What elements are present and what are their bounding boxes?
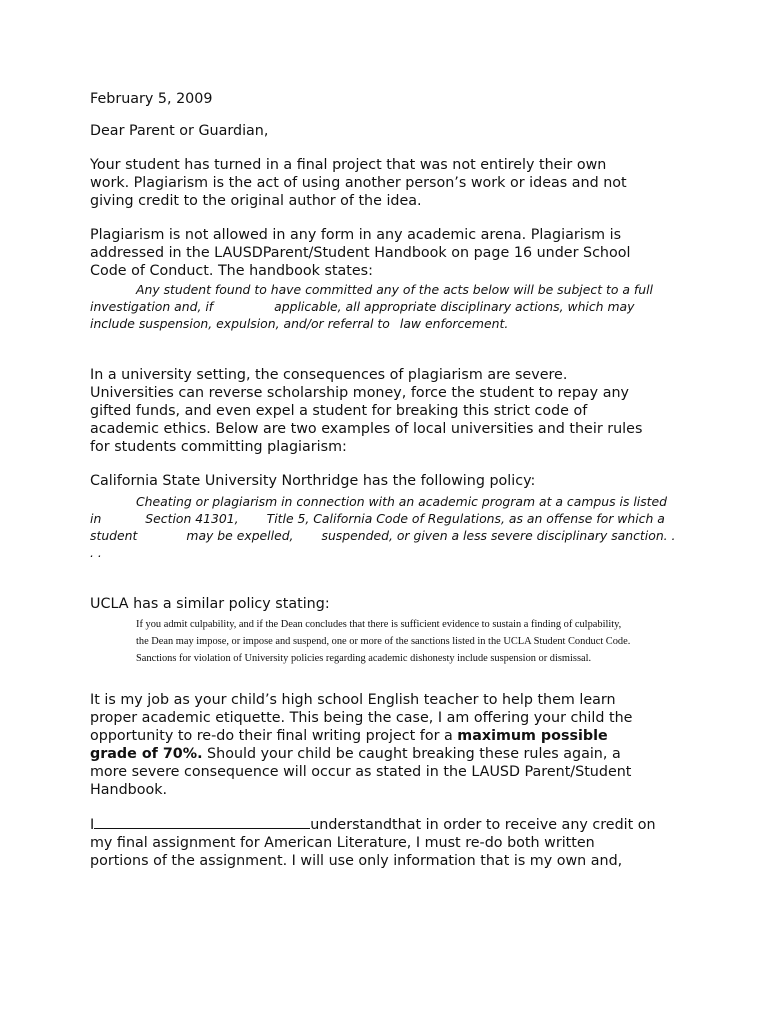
paragraph-university: [90, 366, 690, 456]
text-line: In a university setting, the consequences of plagiarism are severe.: [90, 367, 568, 383]
salutation: Dear Parent or Guardian,: [90, 123, 269, 139]
csun-intro: California State University Northridge has the following policy:: [90, 473, 536, 489]
text-line: proper academic etiquette. This being the case, I am offering your child the: [90, 710, 633, 726]
text-line: Handbook.: [90, 782, 168, 798]
csun-quote: [90, 493, 690, 561]
quote-line: the Dean may impose, or impose and suspend, one or more of the sanctions listed in the UCLA Student Conduct Code.: [136, 636, 631, 647]
text-line: grade of 70%. Should your child be caught breaking these rules again, a: [90, 746, 621, 762]
quote-line: Any student found to have committed any of the acts below will be subject to a full: [136, 282, 653, 297]
text-line: portions of the assignment. I will use only information that is my own and,: [90, 853, 623, 869]
text-line: addressed in the LAUSDParent/Student Handbook on page 16 under School: [90, 245, 631, 261]
text-line: opportunity to re-do their final writing project for a maximum possible: [90, 728, 608, 744]
text-line: gifted funds, and even expel a student for breaking this strict code of: [90, 403, 588, 419]
paragraph-plagiarism-definition: [90, 156, 690, 210]
text-line: for students committing plagiarism:: [90, 439, 347, 455]
quote-line: Sanctions for violation of University policies regarding academic dishonesty include suspension or dismissal.: [136, 653, 592, 664]
text-line: Code of Conduct. The handbook states:: [90, 263, 373, 279]
ucla-quote: [136, 616, 690, 667]
handbook-quote: [90, 281, 690, 332]
quote-line: If you admit culpability, and if the Dean concludes that there is sufficient evidence to sustain a finding of culpability,: [136, 619, 622, 630]
student-name-blank[interactable]: [94, 815, 310, 829]
text-line: work. Plagiarism is the act of using another person’s work or ideas and not: [90, 175, 627, 191]
max-grade-bold: grade of 70%.: [90, 746, 203, 762]
quote-line: Cheating or plagiarism in connection with an academic program at a campus is listed: [136, 494, 668, 509]
quote-line: student may be expelled, suspended, or given a less severe disciplinary sanction. .: [90, 528, 676, 543]
text-line: It is my job as your child’s high school English teacher to help them learn: [90, 692, 616, 708]
paragraph-student-agreement: [90, 815, 690, 870]
quote-line: investigation and, if applicable, all appropriate disciplinary actions, which may: [90, 299, 635, 314]
text-line: giving credit to the original author of the idea.: [90, 193, 422, 209]
text-line: Plagiarism is not allowed in any form in any academic arena. Plagiarism is: [90, 227, 622, 243]
text-line: I understandthat in order to receive any credit on: [90, 817, 656, 833]
quote-line: in Section 41301, Title 5, California Code of Regulations, as an offense for which a: [90, 511, 665, 526]
quote-line: include suspension, expulsion, and/or referral to law enforcement.: [90, 316, 509, 331]
text-line: Your student has turned in a final project that was not entirely their own: [90, 157, 607, 173]
text-line: Universities can reverse scholarship money, force the student to repay any: [90, 385, 629, 401]
letter-page: [90, 90, 690, 870]
quote-line: . .: [90, 545, 102, 560]
paragraph-teacher-offer: [90, 691, 690, 799]
ucla-intro: UCLA has a similar policy stating:: [90, 596, 330, 612]
max-grade-bold: maximum possible: [457, 728, 608, 744]
text-line: more severe consequence will occur as stated in the LAUSD Parent/Student: [90, 764, 632, 780]
letter-date: February 5, 2009: [90, 91, 213, 107]
paragraph-handbook: [90, 226, 690, 280]
text-line: my final assignment for American Literature, I must re-do both written: [90, 835, 595, 851]
text-line: academic ethics. Below are two examples of local universities and their rules: [90, 421, 643, 437]
